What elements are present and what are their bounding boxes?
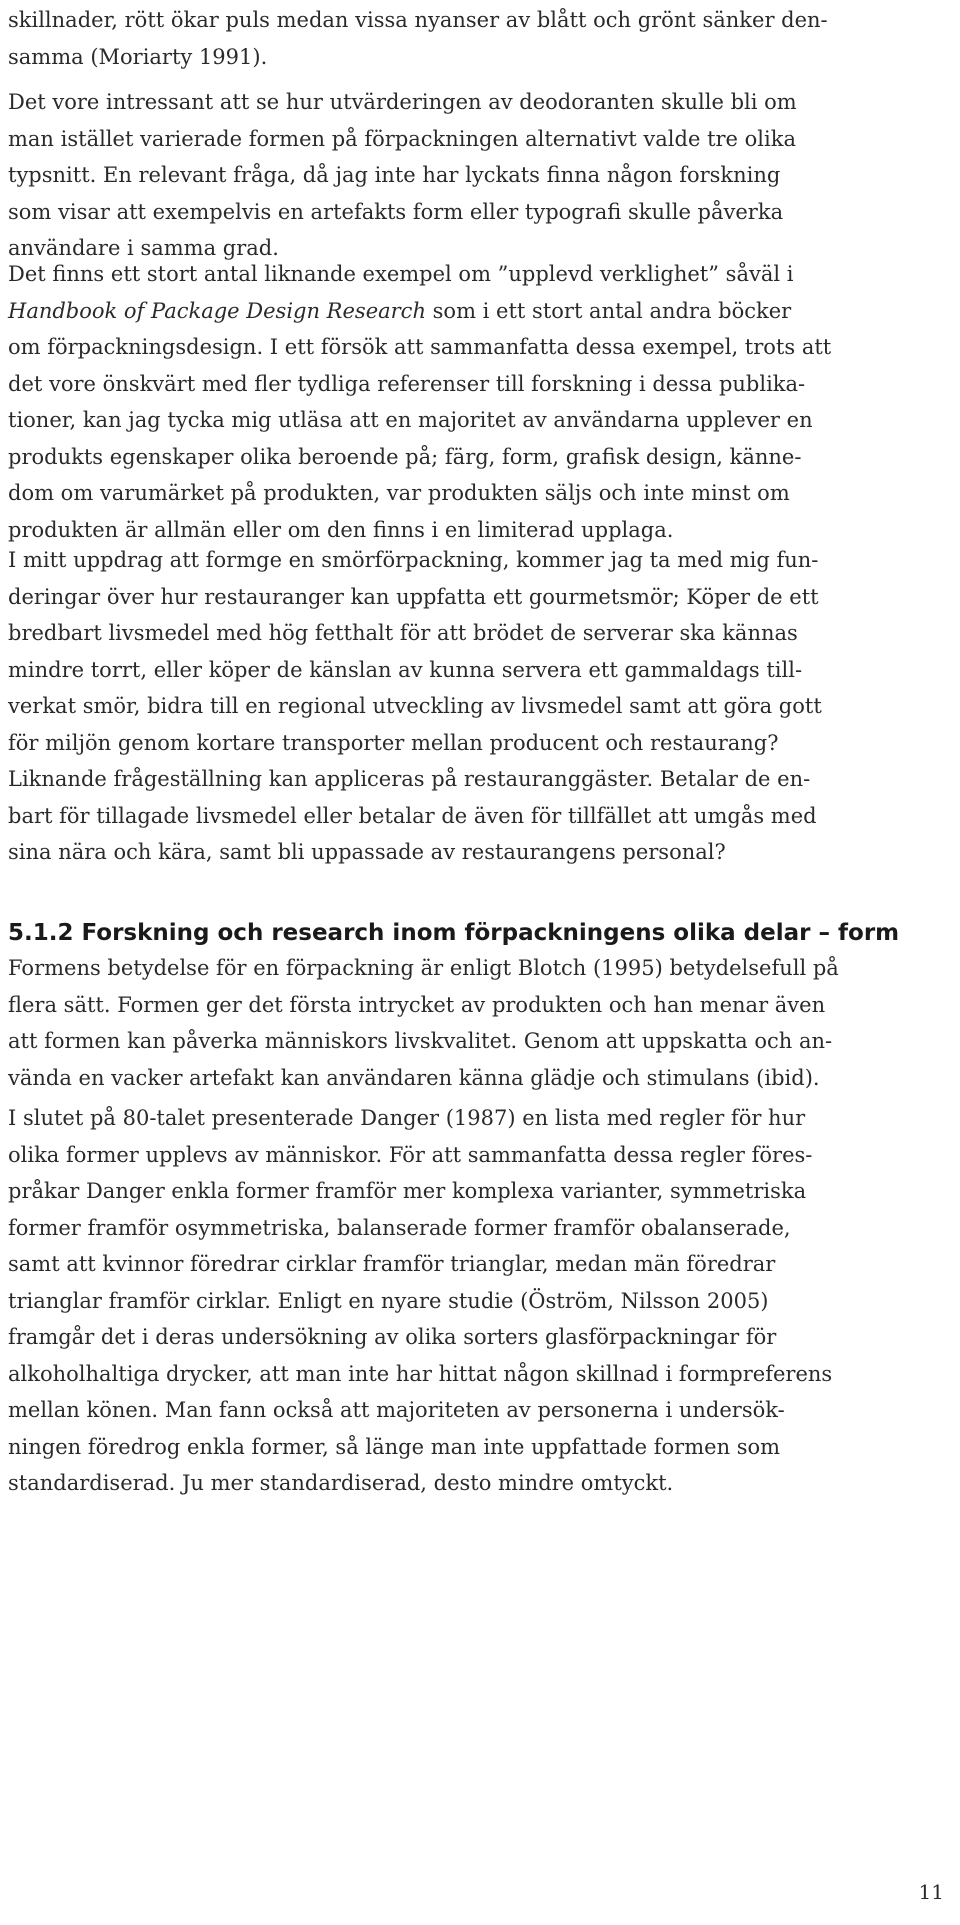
text-line: framgår det i deras undersökning av olika sorters glasförpackningar för — [8, 1325, 777, 1349]
text-line: dom om varumärket på produkten, var produkten säljs och inte minst om — [8, 481, 790, 505]
text-line: som visar att exempelvis en artefakts form eller typografi skulle påverka — [8, 199, 784, 224]
text-line: att formen kan påverka människors livskvalitet. Genom att uppskatta och an- — [8, 1029, 833, 1053]
text-line: ningen föredrog enkla former, så länge man inte uppfattade formen som — [8, 1434, 781, 1459]
section-heading: 5.1.2 Forskning och research inom förpackningens olika delar – form — [8, 920, 900, 946]
text-line: trianglar framför cirklar. Enligt en nyare studie (Öström, Nilsson 2005) — [8, 1288, 769, 1313]
text-line: skillnader, rött ökar puls medan vissa nyanser av blått och grönt sänker den- — [8, 8, 828, 32]
text-line — [8, 293, 831, 330]
text-line: flera sätt. Formen ger det första intrycket av produkten och han menar även — [8, 992, 826, 1017]
paragraph — [8, 542, 822, 871]
text-line: produkts egenskaper olika beroende på; färg, form, grafisk design, känne- — [8, 444, 802, 469]
text-line: man istället varierade formen på förpackningen alternativt valde tre olika — [8, 126, 796, 151]
text-line: tioner, kan jag tycka mig utläsa att en majoritet av användarna upplever en — [8, 408, 813, 432]
text-line: samma (Moriarty 1991). — [8, 44, 268, 69]
text-line: deringar över hur restauranger kan uppfatta ett gourmetsmör; Köper de ett — [8, 584, 819, 609]
book-title: Handbook of Package Design Research — [8, 298, 426, 323]
text-line: alkoholhaltiga drycker, att man inte har hittat någon skillnad i formpreferens — [8, 1361, 833, 1386]
text-line: vända en vacker artefakt kan användaren känna glädje och stimulans (ibid). — [8, 1065, 820, 1090]
text-line: Det finns ett stort antal liknande exempel om ”upplevd verklighet” såväl i — [8, 262, 794, 286]
paragraph — [8, 2, 828, 75]
paragraph — [8, 256, 831, 548]
text-line: Liknande frågeställning kan appliceras på restauranggäster. Betalar de en- — [8, 767, 811, 791]
text-line: mindre torrt, eller köper de känslan av kunna servera ett gammaldags till- — [8, 657, 803, 682]
text-line: samt att kvinnor föredrar cirklar framför trianglar, medan män föredrar — [8, 1252, 776, 1276]
text-line: om förpackningsdesign. I ett försök att sammanfatta dessa exempel, trots att — [8, 335, 832, 359]
paragraph — [8, 84, 797, 267]
text-line: produkten är allmän eller om den finns i en limiterad upplaga. — [8, 517, 674, 542]
text-line: mellan könen. Man fann också att majoriteten av personerna i undersök- — [8, 1398, 785, 1422]
page-number: 11 — [918, 1880, 944, 1904]
text-line: sina nära och kära, samt bli uppassade av restaurangens personal? — [8, 840, 726, 864]
text-line: typsnitt. En relevant fråga, då jag inte har lyckats finna någon forskning — [8, 163, 781, 187]
paragraph — [8, 1100, 832, 1502]
text-line: standardiserad. Ju mer standardiserad, desto mindre omtyckt. — [8, 1471, 674, 1495]
text-line: I mitt uppdrag att formge en smörförpackning, kommer jag ta med mig fun- — [8, 548, 819, 572]
text-line: Formens betydelse för en förpackning är enligt Blotch (1995) betydelsefull på — [8, 956, 839, 980]
text-line: användare i samma grad. — [8, 236, 279, 260]
text-line: olika former upplevs av människor. För att sammanfatta dessa regler föres- — [8, 1142, 813, 1167]
text-line: pråkar Danger enkla former framför mer komplexa varianter, symmetriska — [8, 1179, 807, 1203]
text-line: verkat smör, bidra till en regional utveckling av livsmedel samt att göra gott — [8, 694, 822, 718]
text-line: det vore önskvärt med fler tydliga referenser till forskning i dessa publika- — [8, 371, 806, 396]
text-line: för miljön genom kortare transporter mellan producent och restaurang? — [8, 730, 779, 755]
text-line: bredbart livsmedel med hög fetthalt för att brödet de serverar ska kännas — [8, 621, 798, 645]
text-line: former framför osymmetriska, balanserade former framför obalanserade, — [8, 1215, 791, 1240]
text-fragment: som i ett stort antal andra böcker — [425, 298, 792, 323]
paragraph — [8, 950, 839, 1096]
text-line: bart för tillagade livsmedel eller betalar de även för tillfället att umgås med — [8, 803, 817, 828]
text-line: I slutet på 80-talet presenterade Danger (1987) en lista med regler för hur — [8, 1106, 806, 1130]
text-line: Det vore intressant att se hur utvärderingen av deodoranten skulle bli om — [8, 90, 797, 114]
